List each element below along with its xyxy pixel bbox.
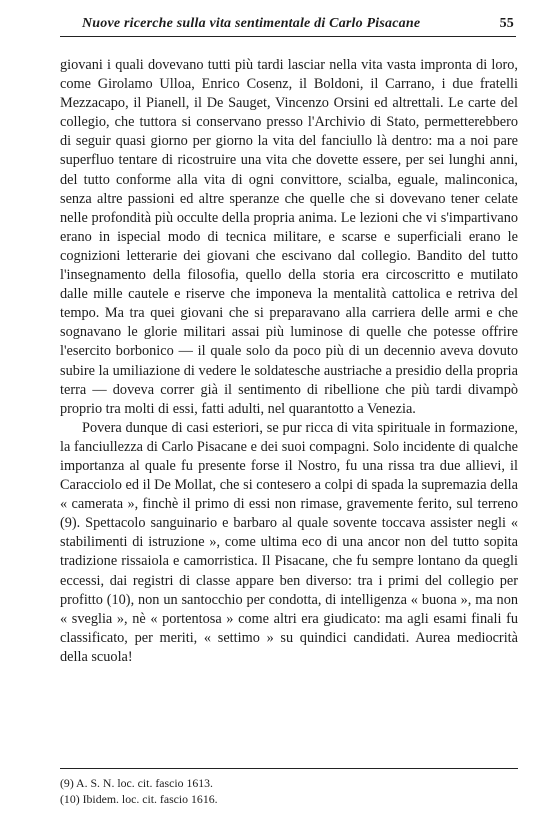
paragraph-1: giovani i quali dovevano tutti più tardi lasciar nella vita vasta impronta di loro, come Girolamo Ulloa, Enrico Cosenz, il Boldoni, il Carrano, i due fratelli Mezzacapo, il Pianell, il De Sauget, Vincenzo Orsini ed altrettali. Le carte del collegio, che tuttora si conservano presso l'Archivio di Stato, permetterebbero di seguir quasi giorno per giorno la vita del fanciullo là dentro: ma a noi pare superfluo tentare di ricostruire una vita che dovette essere, per sei lunghi anni, del tutto conforme alla vita di ogni convittore, scialba, eguale, malinconica, senza altre passioni ed altre speranze che quelle che si dovevano tener celate nelle profondità più occulte della propria anima. Le lezioni che vi s'impartivano erano in ispecial modo di tecnica militare, e scarse e superficiali erano le cognizioni letterarie dei giovani che escivano dal collegio. Bandito del tutto l'insegnamento della filosofia, quello della storia era circoscritto e mutilato dalle mille cautele e riserve che imponeva la mentalità cattolica e retriva del tempo. Ma tra quei giovani che si preparavano alla carriera delle armi e che sognavano le glorie militari assai più luminose di quelle che potesse offrire l'esercito borbonico — il quale solo da poco più di un decennio aveva dovuto subire la umiliazione di vedere le soldatesche austriache a presidio della propria terra — doveva correr già il sentimento di ribellione che più tardi divampò proprio tra molti di essi, fatti adulti, nel quarantotto a Venezia. [60,57,518,417]
main-text [60,56,518,667]
footnote-9: (9) A. S. N. loc. cit. fascio 1613. [60,776,214,790]
running-title: Nuove ricerche sulla vita sentimentale di Carlo Pisacane [82,16,421,31]
paragraph-2: Povera dunque di casi esteriori, se pur ricca di vita spirituale in formazione, la fanciullezza di Carlo Pisacane e dei suoi compagni. Solo incidente di qualche importanza al quale fu presente forse il Nostro, fu una rissa tra due allievi, il Caracciolo ed il De Mollat, che si contesero a colpi di spada la supremazia della « camerata », finchè il primo di essi non rimase, gravemente ferito, sul terreno (9). Spettacolo sanguinario e barbaro al quale sovente toccava assister negli « stabilimenti di istruzione », come ultima eco di una ancor non del tutto sopita tradizione rissaiola e camorristica. Il Pisacane, che fu sempre lontano da quegli eccessi, dai registri di classe appare ben diverso: tra i primi del collegio per profitto (10), non un santocchio per condotta, di intelligenza « buona », ma non « sveglia », nè « portentosa » come altri era giudicato: ma agli esami finali fu classificato, per meriti, « settimo » su quindici candidati. Aurea mediocrità della scuola! [60,419,518,665]
running-header [60,14,516,37]
footnotes [60,768,518,807]
page-number: 55 [499,16,514,31]
footnote-10: (10) Ibidem. loc. cit. fascio 1616. [60,792,218,806]
